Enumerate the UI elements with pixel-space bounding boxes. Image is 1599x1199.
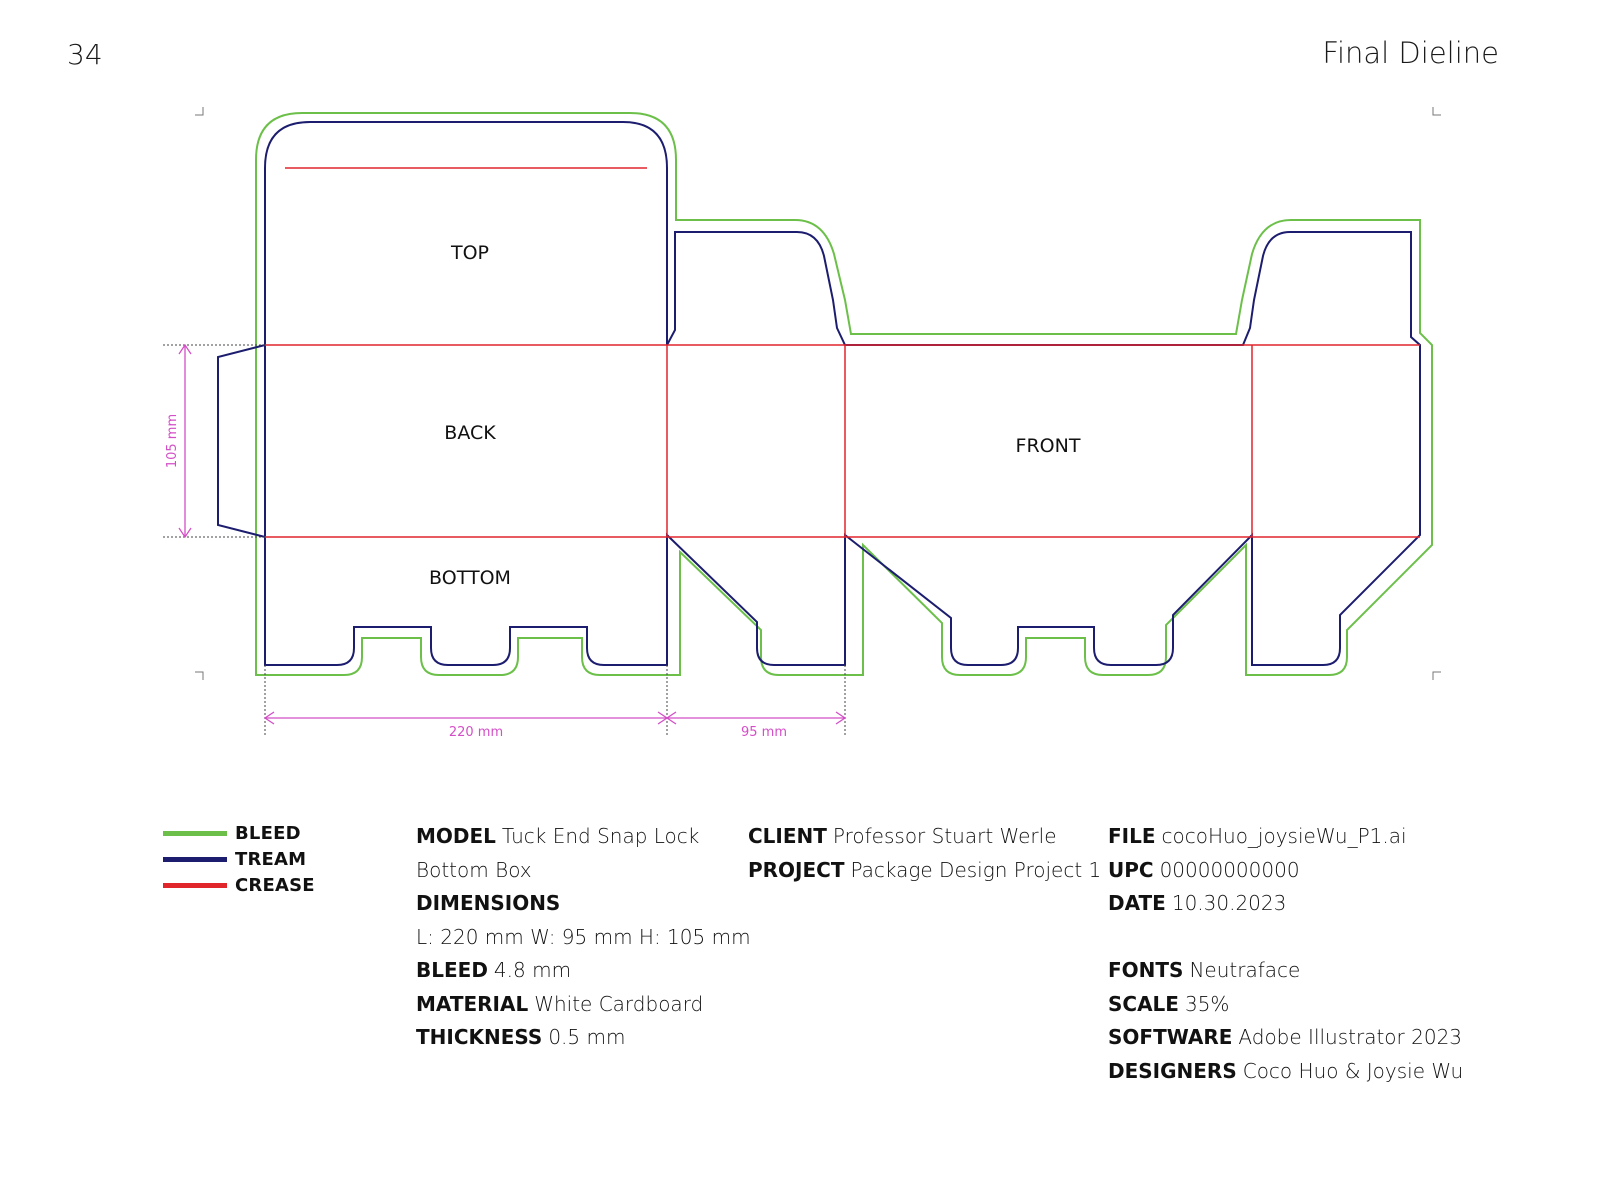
spec-software-label: SOFTWARE [1108, 1025, 1233, 1049]
legend-swatch-bleed [163, 831, 227, 836]
spec-date [1108, 887, 1463, 921]
spec-dimensions [416, 887, 751, 921]
spec-scale-value: 35% [1184, 991, 1230, 1016]
spec-date-value: 10.30.2023 [1171, 891, 1287, 915]
panel-label-front: FRONT [1015, 435, 1081, 457]
panel-label-bottom: BOTTOM [429, 567, 511, 589]
spec-scale [1108, 988, 1463, 1022]
spec-thickness-label: THICKNESS [416, 1025, 543, 1049]
spec-software [1108, 1021, 1463, 1055]
spec-dimensions-label: DIMENSIONS [416, 891, 561, 915]
trim-outline [218, 122, 1420, 665]
spec-material-label: MATERIAL [416, 991, 529, 1016]
spec-dimensions-value: L: 220 mm W: 95 mm H: 105 mm [416, 924, 751, 949]
page-title: Final Dieline [1322, 36, 1499, 70]
spec-client-label: CLIENT [748, 824, 827, 848]
spec-column-file [1108, 820, 1463, 1088]
spec-upc-value: 00000000000 [1159, 857, 1300, 882]
spec-bleed-value: 4.8 mm [493, 958, 572, 982]
spec-bleed [416, 954, 751, 988]
spec-column-client [748, 820, 1101, 887]
spec-project-label: PROJECT [748, 857, 845, 882]
legend-swatch-crease [163, 883, 227, 888]
legend-item-bleed [163, 820, 315, 846]
legend-item-crease [163, 872, 315, 898]
legend-swatch-tream [163, 857, 227, 862]
spec-file-value: cocoHuo_joysieWu_P1.ai [1161, 824, 1407, 848]
legend [163, 820, 315, 898]
dimension-width-label: 95 mm [740, 725, 788, 740]
panel-label-back: BACK [444, 422, 496, 444]
spec-bleed-label: BLEED [416, 958, 488, 982]
spec-file-label: FILE [1108, 824, 1156, 848]
spec-project-value: Package Design Project 1 [850, 857, 1102, 882]
spec-model-label: MODEL [416, 824, 496, 848]
spec-fonts-label: FONTS [1108, 958, 1184, 982]
spec-designers-value: Coco Huo & Joysie Wu [1242, 1058, 1464, 1083]
spec-client-value: Professor Stuart Werle [832, 824, 1057, 848]
spec-thickness-value: 0.5 mm [548, 1025, 626, 1049]
spec-client [748, 820, 1101, 854]
panel-label-top: TOP [450, 242, 490, 264]
spec-project [748, 854, 1101, 888]
spec-thickness [416, 1021, 751, 1055]
spec-model-continued: Bottom Box [416, 857, 532, 882]
spec-upc [1108, 854, 1463, 888]
spec-designers [1108, 1055, 1463, 1089]
spec-model-value: Tuck End Snap Lock [501, 824, 700, 848]
legend-label-tream: TREAM [235, 848, 307, 870]
spec-date-label: DATE [1108, 891, 1166, 915]
spec-material-value: White Cardboard [534, 991, 704, 1016]
spec-designers-label: DESIGNERS [1108, 1058, 1237, 1083]
spec-software-value: Adobe Illustrator 2023 [1238, 1025, 1463, 1049]
dimension-height-label: 105 mm [165, 413, 180, 469]
spec-file [1108, 820, 1463, 854]
spec-column-model [416, 820, 751, 1055]
spec-spacer [1108, 921, 1463, 955]
legend-label-bleed: BLEED [235, 822, 301, 844]
spec-model [416, 820, 751, 854]
legend-label-crease: CREASE [235, 874, 315, 896]
spec-fonts [1108, 954, 1463, 988]
page-number: 34 [67, 38, 103, 71]
spec-material [416, 988, 751, 1022]
crop-marks [195, 107, 1441, 680]
spec-scale-label: SCALE [1108, 991, 1179, 1016]
spec-fonts-value: Neutraface [1189, 958, 1301, 982]
spec-upc-label: UPC [1108, 857, 1154, 882]
dimension-length-label: 220 mm [448, 725, 504, 740]
crease-lines [265, 168, 1420, 537]
legend-item-tream [163, 846, 315, 872]
